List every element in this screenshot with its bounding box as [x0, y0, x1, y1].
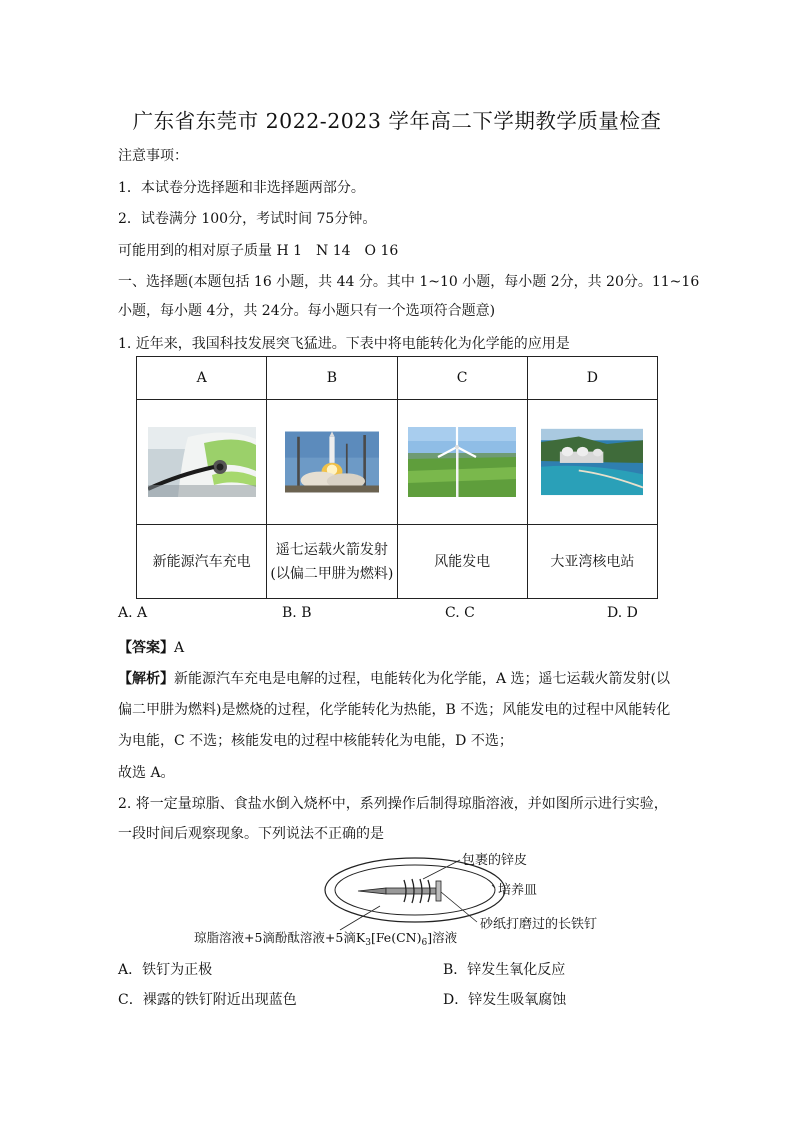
label-b-line-1: 遥七运载火箭发射	[275, 541, 388, 558]
note-1: 1．本试卷分选择题和非选择题两部分。	[118, 180, 365, 196]
label-c-line: 风能发电	[434, 553, 491, 570]
q1-analysis-line-4: 故选 A。	[118, 765, 175, 781]
label-solution-pre: 琼脂溶液+5滴酚酞溶液+5滴K	[194, 930, 366, 945]
section-1-line-2: 小题，每小题 4分，共 24分。每小题只有一个选项符合题意)	[118, 303, 496, 319]
label-zinc: 包裹的锌皮	[462, 853, 528, 868]
answer-tag: 【答案】	[118, 640, 174, 656]
label-d-line: 大亚湾核电站	[550, 553, 635, 570]
q1-analysis-line-2: 偏二甲肼为燃料)是燃烧的过程，化学能转化为热能，B 不选；风能发电的过程中风能转化	[118, 702, 671, 718]
section-1-line-1: 一、选择题(本题包括 16 小题，共 44 分。其中 1~10 小题，每小题 2分，共 20分。11~16	[118, 274, 700, 290]
photo-cell-b	[267, 400, 397, 525]
photo-cell-d	[527, 400, 657, 525]
label-d	[527, 525, 657, 599]
analysis-tag: 【解析】	[118, 671, 174, 687]
q2-stem-line-2: 一段时间后观察现象。下列说法不正确的是	[118, 826, 384, 842]
q1-answer	[118, 637, 184, 657]
rocket-launch-photo	[285, 425, 379, 499]
q1-table	[136, 356, 658, 599]
nail-shaft	[386, 888, 436, 894]
q1-option-c: C. C	[445, 605, 475, 621]
zinc-pointer	[423, 860, 460, 879]
label-a-line: 新能源汽车充电	[152, 553, 251, 570]
q2-option-d: D．锌发生吸氧腐蚀	[443, 992, 567, 1008]
label-solution	[194, 930, 458, 948]
nail-head	[436, 881, 441, 901]
analysis-text-1: 新能源汽车充电是电解的过程，电能转化为化学能，A 选；遥七运载火箭发射(以	[174, 671, 671, 687]
photo-cell-a	[137, 400, 267, 525]
q2-experiment-diagram	[190, 850, 620, 950]
label-solution-sub-3: 3	[365, 938, 371, 948]
q1-analysis-line-3: 为电能，C 不选；核能发电的过程中核能转化为电能，D 不选；	[118, 733, 513, 749]
page-title: 广东省东莞市 2022-2023 学年高二下学期教学质量检查	[132, 109, 662, 133]
q1-stem: 1. 近年来，我国科技发展突飞猛进。下表中将电能转化为化学能的应用是	[118, 336, 570, 352]
q1-option-a: A. A	[118, 605, 148, 621]
label-dish: 培养皿	[498, 883, 538, 898]
answer-value: A	[174, 640, 185, 656]
label-nail: 砂纸打磨过的长铁钉	[480, 917, 598, 932]
note-2: 2．试卷满分 100分，考试时间 75分钟。	[118, 211, 377, 227]
label-b-line-2: (以偏二甲肼为燃料)	[270, 565, 394, 582]
photo-cell-c	[397, 400, 527, 525]
label-c	[397, 525, 527, 599]
q1-option-d: D. D	[607, 605, 638, 621]
wind-turbine-photo	[408, 427, 516, 497]
q2-option-c: C．裸露的铁钉附近出现蓝色	[118, 992, 297, 1008]
col-header-d: D	[527, 357, 657, 400]
notes-heading: 注意事项：	[118, 148, 188, 164]
q2-option-b: B．锌发生氧化反应	[443, 962, 566, 978]
q1-option-b: B. B	[282, 605, 312, 621]
q2-stem-line-1: 2. 将一定量琼脂、食盐水倒入烧杯中，系列操作后制得琼脂溶液，并如图所示进行实验，	[118, 796, 668, 812]
nuclear-plant-photo	[541, 428, 643, 496]
label-solution-post: ]溶液	[427, 930, 458, 945]
col-header-b: B	[267, 357, 397, 400]
ev-charging-photo	[148, 427, 256, 497]
label-solution-sub-6: 6	[421, 938, 428, 948]
label-solution-mid: [Fe(CN)	[370, 930, 422, 945]
q2-option-a: A．铁钉为正极	[118, 962, 213, 978]
nail-tip	[358, 888, 386, 894]
label-b	[267, 525, 397, 599]
col-header-c: C	[397, 357, 527, 400]
label-a	[137, 525, 267, 599]
q1-analysis-line-1	[118, 668, 670, 688]
atomic-mass: 可能用到的相对原子质量 H 1 N 14 O 16	[118, 243, 399, 259]
col-header-a: A	[137, 357, 267, 400]
